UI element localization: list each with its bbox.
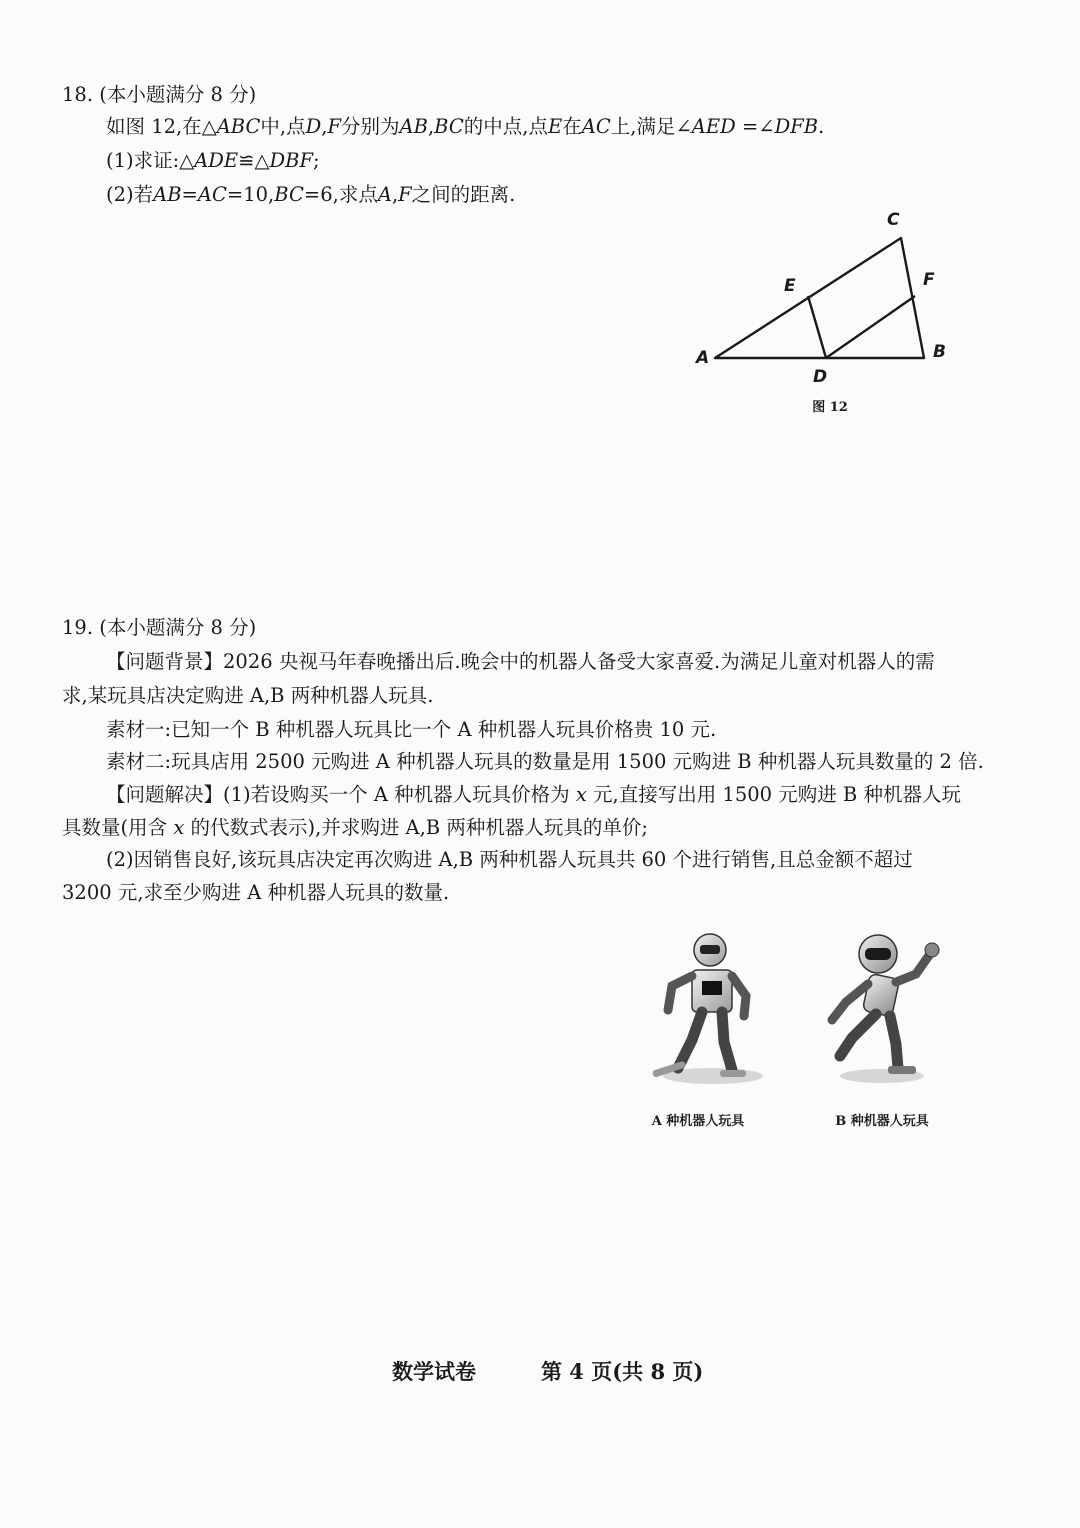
robot-a-caption: A 种机器人玩具 <box>651 1114 745 1129</box>
segment-de <box>808 296 826 358</box>
q19-header <box>62 614 256 642</box>
q19-background-line1: 【问题背景】2026 央视马年春晚播出后.晚会中的机器人备受大家喜爱.为满足儿童对机器人的需 <box>106 650 935 673</box>
q18-part1: (1)求证:△ADE≌△DBF; <box>106 149 320 172</box>
robot-b-caption: B 种机器人玩具 <box>835 1114 929 1129</box>
label-a: A <box>696 348 710 368</box>
q18-number: 18. <box>62 83 94 106</box>
q19-part2-line2: 3200 元,求至少购进 A 种机器人玩具的数量. <box>62 881 450 904</box>
footer-page: 第 4 页(共 8 页) <box>541 1359 704 1384</box>
triangle-abc <box>715 238 924 358</box>
q19-part2-line1: (2)因销售良好,该玩具店决定再次购进 A,B 两种机器人玩具共 60 个进行销售,且总金额不超过 <box>106 848 913 871</box>
q18-part2: (2)若AB=AC=10,BC=6,求点A,F之间的距离. <box>106 183 516 206</box>
q18-stem: 如图 12,在△ABC中,点D,F分别为AB,BC的中点,点E在AC上,满足∠AED =∠DFB. <box>106 115 825 138</box>
q18-header <box>62 81 256 109</box>
q19-score: (本小题满分 8 分) <box>99 616 257 639</box>
figure-12 <box>680 200 980 420</box>
footer-subject: 数学试卷 <box>392 1359 476 1384</box>
q19-material2: 素材二:玩具店用 2500 元购进 A 种机器人玩具的数量是用 1500 元购进 B 种机器人玩具数量的 2 倍. <box>106 750 984 773</box>
q19-material1: 素材一:已知一个 B 种机器人玩具比一个 A 种机器人玩具价格贵 10 元. <box>106 718 717 741</box>
figure-caption: 图 12 <box>812 400 848 415</box>
q18-score: (本小题满分 8 分) <box>99 83 257 106</box>
label-f: F <box>923 270 935 290</box>
q19-solve-line1: 【问题解决】(1)若设购买一个 A 种机器人玩具价格为 x 元,直接写出用 1500 元购进 B 种机器人玩 <box>106 783 961 806</box>
label-d: D <box>813 367 828 387</box>
q19-number: 19. <box>62 616 94 639</box>
robot-a-illustration <box>628 928 768 1098</box>
label-e: E <box>784 276 796 296</box>
label-c: C <box>887 210 900 230</box>
q19-solve-line2: 具数量(用含 x 的代数式表示),并求购进 A,B 两种机器人玩具的单价; <box>62 816 648 839</box>
q19-background-line2: 求,某玩具店决定购进 A,B 两种机器人玩具. <box>62 684 434 707</box>
segment-df <box>826 296 915 358</box>
robot-b-illustration <box>812 928 952 1098</box>
label-b: B <box>933 342 946 362</box>
